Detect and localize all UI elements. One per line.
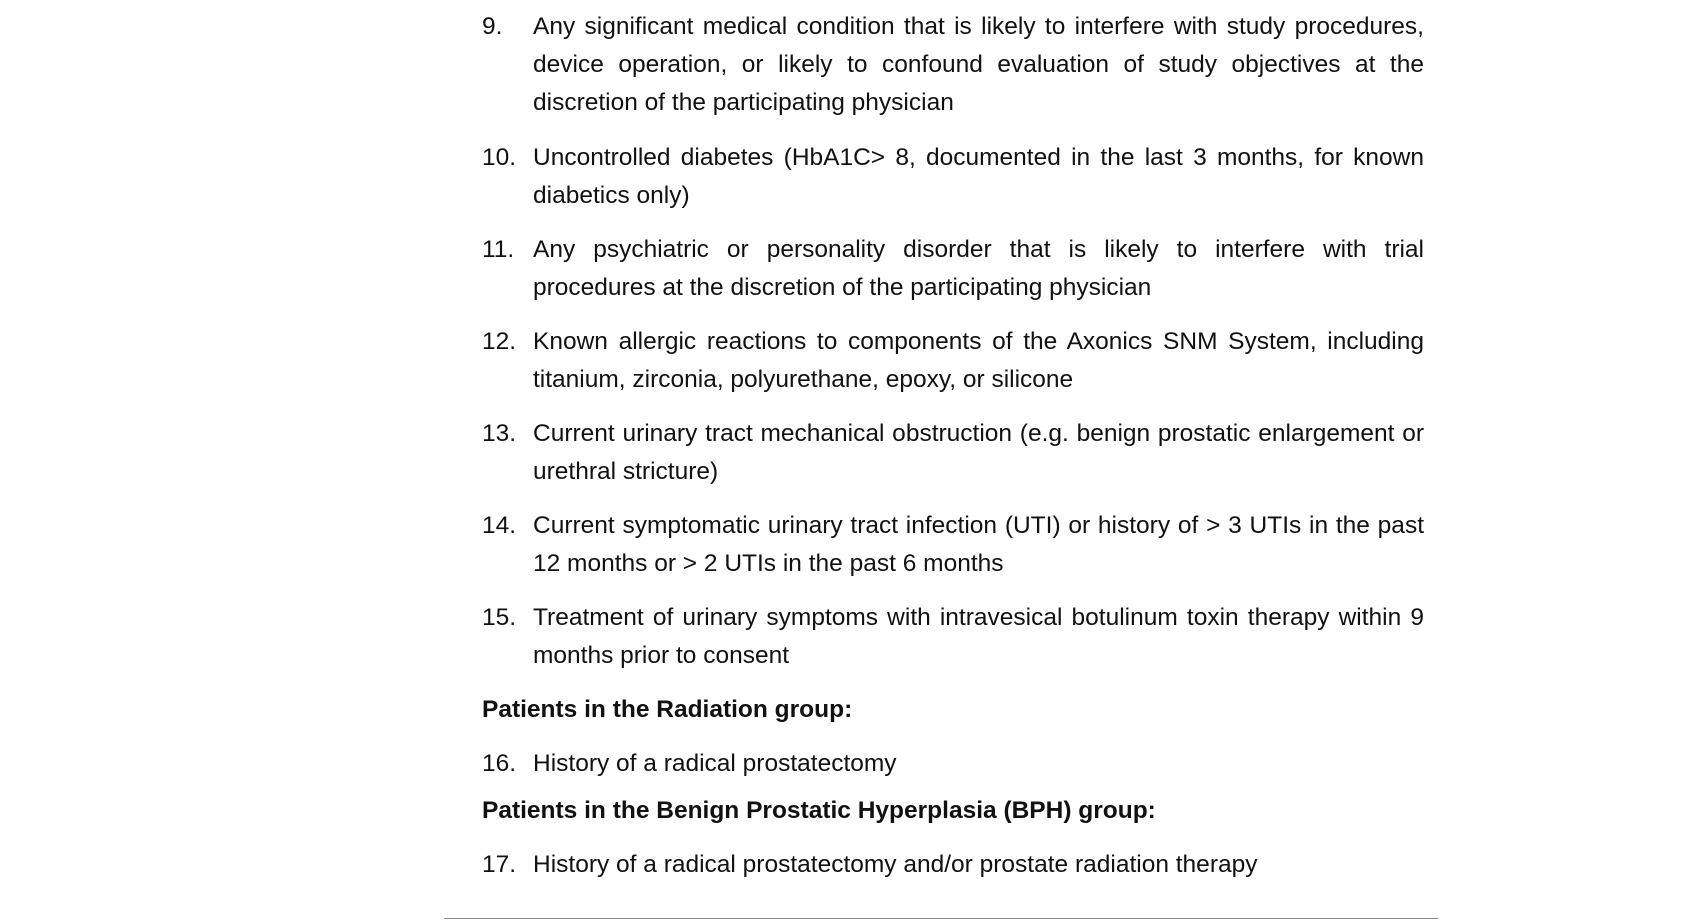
list-item: [482, 139, 1424, 215]
list-item: [482, 507, 1424, 583]
list-item: [482, 415, 1424, 491]
list-item: [482, 745, 1424, 783]
list-item: [482, 323, 1424, 399]
item-text: Any psychiatric or personality disorder that is likely to interfere with trial procedures at the discretion of the participating physician: [533, 236, 1424, 301]
item-number: 12.: [482, 328, 517, 355]
list-item: [482, 8, 1424, 122]
item-number: 14.: [482, 512, 517, 539]
item-number: 10.: [482, 144, 517, 171]
item-number: 9.: [482, 13, 503, 40]
list-item: [482, 599, 1424, 675]
item-text: Any significant medical condition that is likely to interfere with study procedures, device operation, or likely to confound evaluation of study objectives at the discretion of the participating physician: [533, 13, 1424, 116]
item-number: 17.: [482, 851, 517, 878]
item-text: Current symptomatic urinary tract infection (UTI) or history of > 3 UTIs in the past 12 months or > 2 UTIs in the past 6 months: [533, 512, 1424, 577]
radiation-group-heading: Patients in the Radiation group:: [482, 696, 853, 723]
list-item: [482, 231, 1424, 307]
item-number: 15.: [482, 604, 517, 631]
item-text: Current urinary tract mechanical obstruction (e.g. benign prostatic enlargement or urethral stricture): [533, 420, 1424, 485]
page-bottom-rule: [444, 918, 1438, 919]
item-number: 11.: [482, 236, 515, 263]
item-text: History of a radical prostatectomy and/or prostate radiation therapy: [533, 851, 1258, 878]
item-number: 16.: [482, 750, 517, 777]
item-text: Known allergic reactions to components of the Axonics SNM System, including titanium, zirconia, polyurethane, epoxy, or silicone: [533, 328, 1424, 393]
list-item: [482, 846, 1324, 884]
item-text: Treatment of urinary symptoms with intravesical botulinum toxin therapy within 9 months prior to consent: [533, 604, 1424, 669]
item-text: Uncontrolled diabetes (HbA1C> 8, documented in the last 3 months, for known diabetics only): [533, 144, 1424, 209]
item-text: History of a radical prostatectomy: [533, 750, 897, 777]
item-number: 13.: [482, 420, 517, 447]
bph-group-heading: Patients in the Benign Prostatic Hyperplasia (BPH) group:: [482, 797, 1156, 824]
